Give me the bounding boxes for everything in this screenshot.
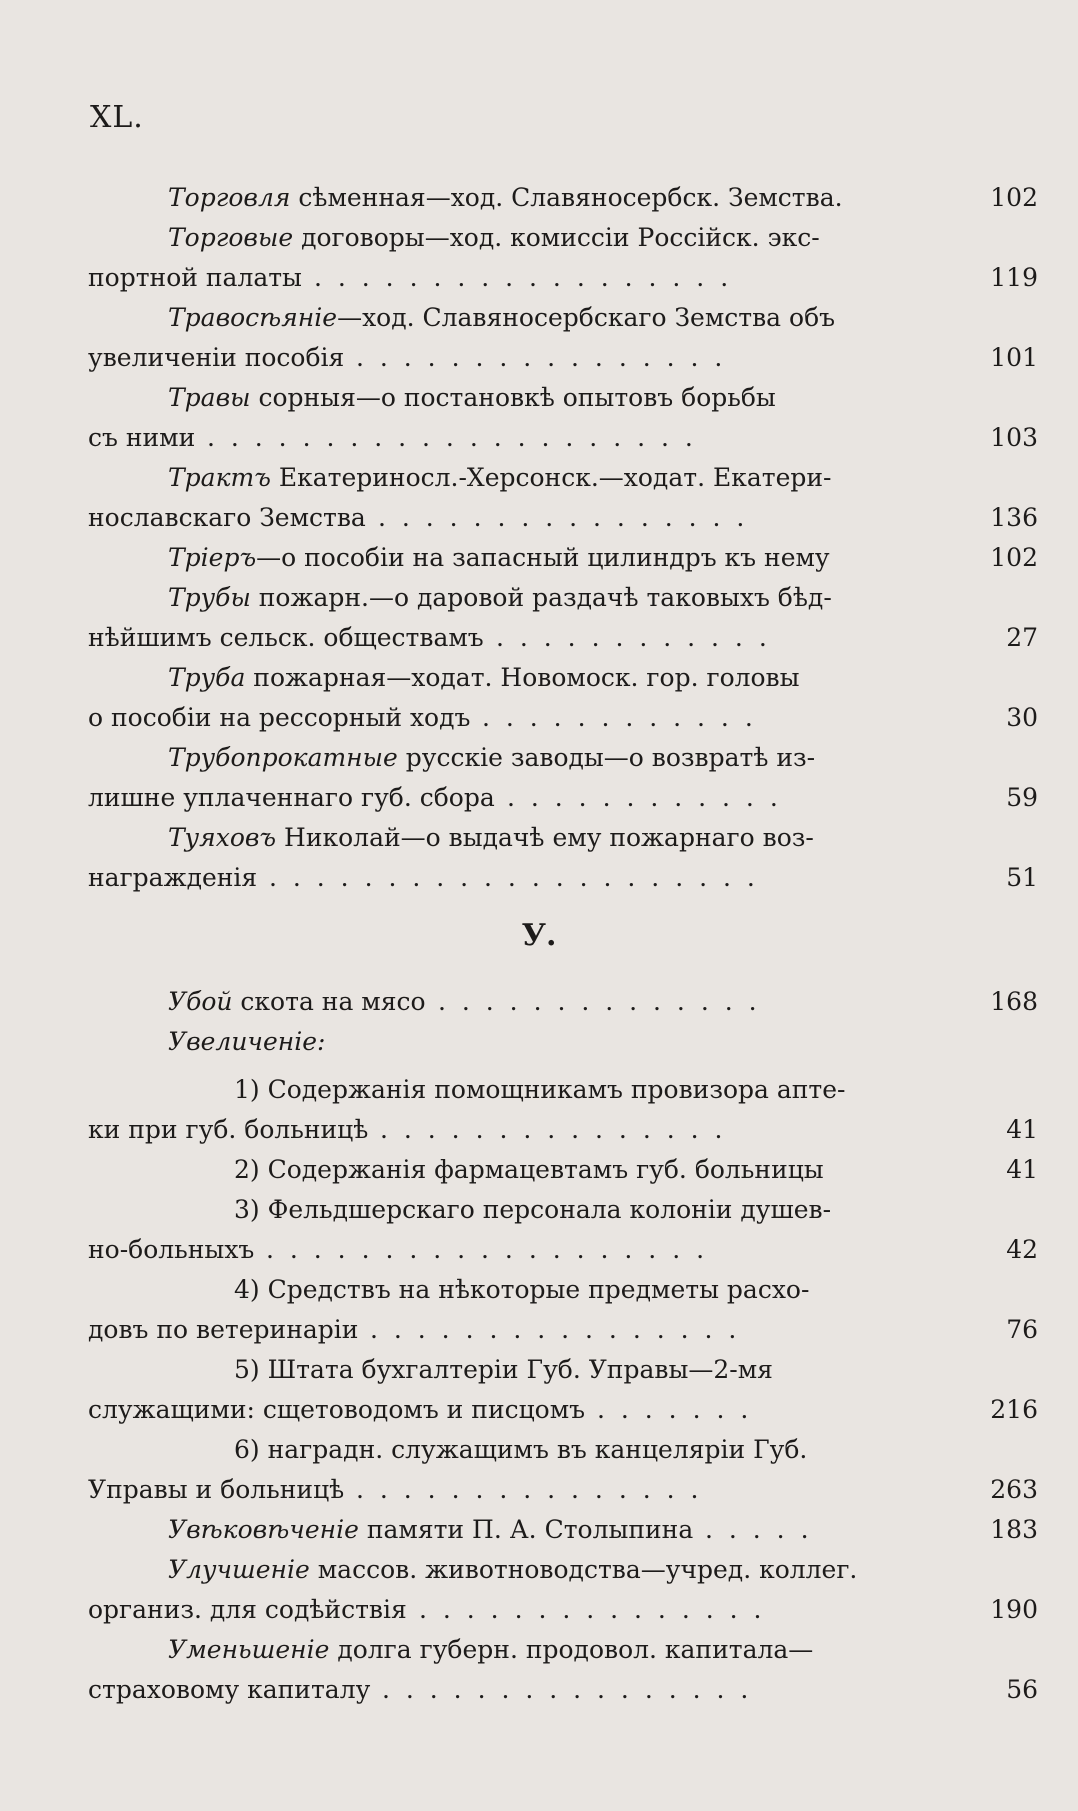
- index-line: [168, 178, 1038, 218]
- entry-keyword: Туяховъ: [168, 823, 277, 852]
- page-reference: 119: [990, 263, 1038, 292]
- index-line: [88, 1110, 1038, 1150]
- entry-description: Управы и больницѣ: [88, 1475, 345, 1504]
- index-line: [88, 1470, 1038, 1510]
- entry-description: 4) Средствъ на нѣкоторые предметы расхо-: [234, 1275, 810, 1304]
- leader-dots: . . . . . . . . . . . . . . . .: [370, 1315, 741, 1344]
- index-line: [168, 1022, 1038, 1062]
- entry-text: [88, 258, 302, 298]
- index-line: [88, 858, 1038, 898]
- page-reference: 168: [990, 987, 1038, 1016]
- entry-description: сѣменная—ход. Славяносербск. Земства.: [290, 183, 843, 212]
- entry-text: [168, 538, 830, 578]
- entry-text: [168, 458, 831, 498]
- index-line: [168, 1510, 1038, 1550]
- entry-text: [88, 698, 470, 738]
- entry-description: о пособіи на рессорный ходъ: [88, 703, 471, 732]
- entry-text: [168, 218, 820, 258]
- entry-text: [234, 1150, 824, 1190]
- section-letter: У.: [521, 918, 557, 953]
- entry-description: Николай—о выдачѣ ему пожарнаго воз-: [276, 823, 814, 852]
- leader-dots: . . . . . . . . . . . . . . . .: [378, 503, 749, 532]
- entry-text: [88, 778, 495, 818]
- entry-keyword: Трубопрокатные: [168, 743, 398, 772]
- index-line: [88, 498, 1038, 538]
- page-reference: 183: [990, 1515, 1038, 1544]
- index-line: [234, 1070, 1038, 1110]
- entry-text: [168, 378, 776, 418]
- entry-text: [168, 818, 814, 858]
- entry-text: [88, 1110, 368, 1150]
- entry-text: [88, 618, 484, 658]
- index-line: [88, 1230, 1038, 1270]
- entry-description: лишне уплаченнаго губ. сбора: [88, 783, 495, 812]
- page-reference: 42: [1006, 1235, 1038, 1264]
- entry-description: довъ по ветеринаріи: [88, 1315, 359, 1344]
- entry-description: нославскаго Земства: [88, 503, 366, 532]
- entry-text: [168, 982, 426, 1022]
- entry-text: [88, 498, 366, 538]
- entry-text: [88, 1310, 358, 1350]
- entry-description: страховому капиталу: [88, 1675, 371, 1704]
- page-reference: 30: [1006, 703, 1038, 732]
- entry-keyword: Увѣковѣченіе: [168, 1515, 359, 1544]
- page-reference: 216: [990, 1395, 1038, 1424]
- entry-description: Екатериносл.-Херсонск.—ходат. Екатери-: [270, 463, 832, 492]
- leader-dots: . . . . . . .: [597, 1395, 753, 1424]
- entry-text: [88, 1230, 254, 1270]
- page-reference: 103: [990, 423, 1038, 452]
- entry-description: долга губерн. продовол. капитала—: [329, 1635, 814, 1664]
- index-line: [234, 1270, 1038, 1310]
- page-reference: 263: [990, 1475, 1038, 1504]
- index-line: [168, 298, 1038, 338]
- entry-description: 2) Содержанія фармацевтамъ губ. больницы: [234, 1155, 824, 1184]
- index-line: [168, 538, 1038, 578]
- index-line: [234, 1430, 1038, 1470]
- page-reference: 27: [1006, 623, 1038, 652]
- entry-keyword: Улучшеніе: [168, 1555, 310, 1584]
- entry-keyword: Убой: [168, 987, 233, 1016]
- entry-description: сорныя—о постановкѣ опытовъ борьбы: [250, 383, 776, 412]
- index-line: [88, 1390, 1038, 1430]
- index-line: [88, 778, 1038, 818]
- entry-text: [168, 1550, 857, 1590]
- entry-text: [234, 1270, 809, 1310]
- index-line: [88, 258, 1038, 298]
- entry-keyword: Тріеръ: [168, 543, 257, 572]
- entry-text: [88, 338, 344, 378]
- entry-text: [234, 1070, 846, 1110]
- index-line: [168, 218, 1038, 258]
- entry-text: [168, 298, 835, 338]
- leader-dots: . . . . . . . . . . . . . . .: [356, 1475, 703, 1504]
- entry-text: [234, 1190, 831, 1230]
- leader-dots: . . . . . . . . . . . .: [507, 783, 782, 812]
- entry-description: служащими: сщетоводомъ и писцомъ: [88, 1395, 586, 1424]
- leader-dots: . . . . . . . . . . . . . . . . . . . . .: [207, 423, 697, 452]
- entry-text: [168, 1630, 813, 1670]
- entry-keyword: Травы: [168, 383, 251, 412]
- entry-description: —о пособіи на запасный цилиндръ къ нему: [256, 543, 830, 572]
- entry-text: [88, 418, 195, 458]
- index-line: [88, 1310, 1038, 1350]
- entry-text: [168, 178, 843, 218]
- entry-text: [88, 1590, 407, 1630]
- entry-description: русскіе заводы—о возвратѣ из-: [397, 743, 816, 772]
- leader-dots: . . . . . . . . . . . . . . . . . . . . .: [269, 863, 759, 892]
- entry-description: увеличеніи пособія: [88, 343, 345, 372]
- entry-keyword: Торговля: [168, 183, 291, 212]
- entry-keyword: Трактъ: [168, 463, 271, 492]
- leader-dots: . . . . . . . . . . . . . . .: [380, 1115, 727, 1144]
- entry-text: [88, 1670, 370, 1710]
- entry-keyword: Торговые: [168, 223, 294, 252]
- leader-dots: . . . . . . . . . . . . . . . . . . .: [266, 1235, 709, 1264]
- entry-description: но-больныхъ: [88, 1235, 255, 1264]
- page-reference: 136: [990, 503, 1038, 532]
- leader-dots: . . . . .: [705, 1515, 813, 1544]
- page-reference: 76: [1006, 1315, 1038, 1344]
- page-reference: 102: [990, 543, 1038, 572]
- page-reference: 41: [1006, 1155, 1038, 1184]
- entry-description: организ. для содѣйствія: [88, 1595, 407, 1624]
- entry-keyword: Увеличеніе:: [168, 1027, 326, 1056]
- index-line: [234, 1150, 1038, 1190]
- entry-text: [88, 1390, 585, 1430]
- entry-description: пожарн.—о даровой раздачѣ таковыхъ бѣд-: [250, 583, 832, 612]
- entry-description: договоры—ход. комиссіи Россійск. экс-: [293, 223, 820, 252]
- entry-keyword: Уменьшеніе: [168, 1635, 330, 1664]
- index-line: [88, 618, 1038, 658]
- entry-description: нѣйшимъ сельск. обществамъ: [88, 623, 484, 652]
- page-reference: 51: [1006, 863, 1038, 892]
- entry-keyword: Трубы: [168, 583, 251, 612]
- entry-text: [168, 1510, 693, 1550]
- entry-text: [168, 1022, 325, 1062]
- entry-text: [88, 858, 257, 898]
- entry-text: [168, 578, 832, 618]
- entry-text: [168, 658, 800, 698]
- entry-description: пожарная—ходат. Новомоск. гор. головы: [245, 663, 800, 692]
- entry-description: ки при губ. больницѣ: [88, 1115, 369, 1144]
- page-reference: 41: [1006, 1115, 1038, 1144]
- entry-text: [234, 1430, 807, 1470]
- leader-dots: . . . . . . . . . . . . . . .: [419, 1595, 766, 1624]
- leader-dots: . . . . . . . . . . . . . . . .: [382, 1675, 753, 1704]
- index-line: [168, 1550, 1038, 1590]
- leader-dots: . . . . . . . . . . . . . . . .: [356, 343, 727, 372]
- leader-dots: . . . . . . . . . . . .: [496, 623, 771, 652]
- index-line: [168, 378, 1038, 418]
- leader-dots: . . . . . . . . . . . .: [482, 703, 757, 732]
- entry-description: награжденія: [88, 863, 258, 892]
- leader-dots: . . . . . . . . . . . . . .: [438, 987, 761, 1016]
- entry-description: 1) Содержанія помощникамъ провизора апте-: [234, 1075, 846, 1104]
- page-reference: 56: [1006, 1675, 1038, 1704]
- index-line: [234, 1190, 1038, 1230]
- index-line: [88, 1670, 1038, 1710]
- page-number: XL.: [90, 100, 144, 135]
- entry-description: скота на мясо: [232, 987, 426, 1016]
- page-reference: 101: [990, 343, 1038, 372]
- entry-text: [234, 1350, 773, 1390]
- index-line: [168, 818, 1038, 858]
- index-line: [168, 458, 1038, 498]
- index-line: [88, 698, 1038, 738]
- entry-description: портной палаты: [88, 263, 302, 292]
- entry-text: [88, 1470, 344, 1510]
- index-line: [168, 738, 1038, 778]
- index-line: [168, 982, 1038, 1022]
- entry-description: съ ними: [88, 423, 196, 452]
- index-line: [88, 338, 1038, 378]
- entry-description: памяти П. А. Столыпина: [358, 1515, 694, 1544]
- entry-description: массов. животноводства—учред. коллег.: [309, 1555, 858, 1584]
- index-line: [168, 578, 1038, 618]
- leader-dots: . . . . . . . . . . . . . . . . . .: [314, 263, 733, 292]
- entry-description: —ход. Славяносербскаго Земства объ: [337, 303, 836, 332]
- entry-text: [168, 738, 815, 778]
- entry-keyword: Труба: [168, 663, 246, 692]
- page-reference: 59: [1006, 783, 1038, 812]
- entry-description: 6) наградн. служащимъ въ канцеляріи Губ.: [234, 1435, 808, 1464]
- index-line: [234, 1350, 1038, 1390]
- entry-keyword: Травосѣяніе: [168, 303, 338, 332]
- entry-description: 5) Штата бухгалтеріи Губ. Управы—2-мя: [234, 1355, 773, 1384]
- index-line: [88, 1590, 1038, 1630]
- page-reference: 102: [990, 183, 1038, 212]
- index-line: [88, 418, 1038, 458]
- page-reference: 190: [990, 1595, 1038, 1624]
- index-line: [168, 658, 1038, 698]
- index-line: [168, 1630, 1038, 1670]
- entry-description: 3) Фельдшерскаго персонала колоніи душев-: [234, 1195, 832, 1224]
